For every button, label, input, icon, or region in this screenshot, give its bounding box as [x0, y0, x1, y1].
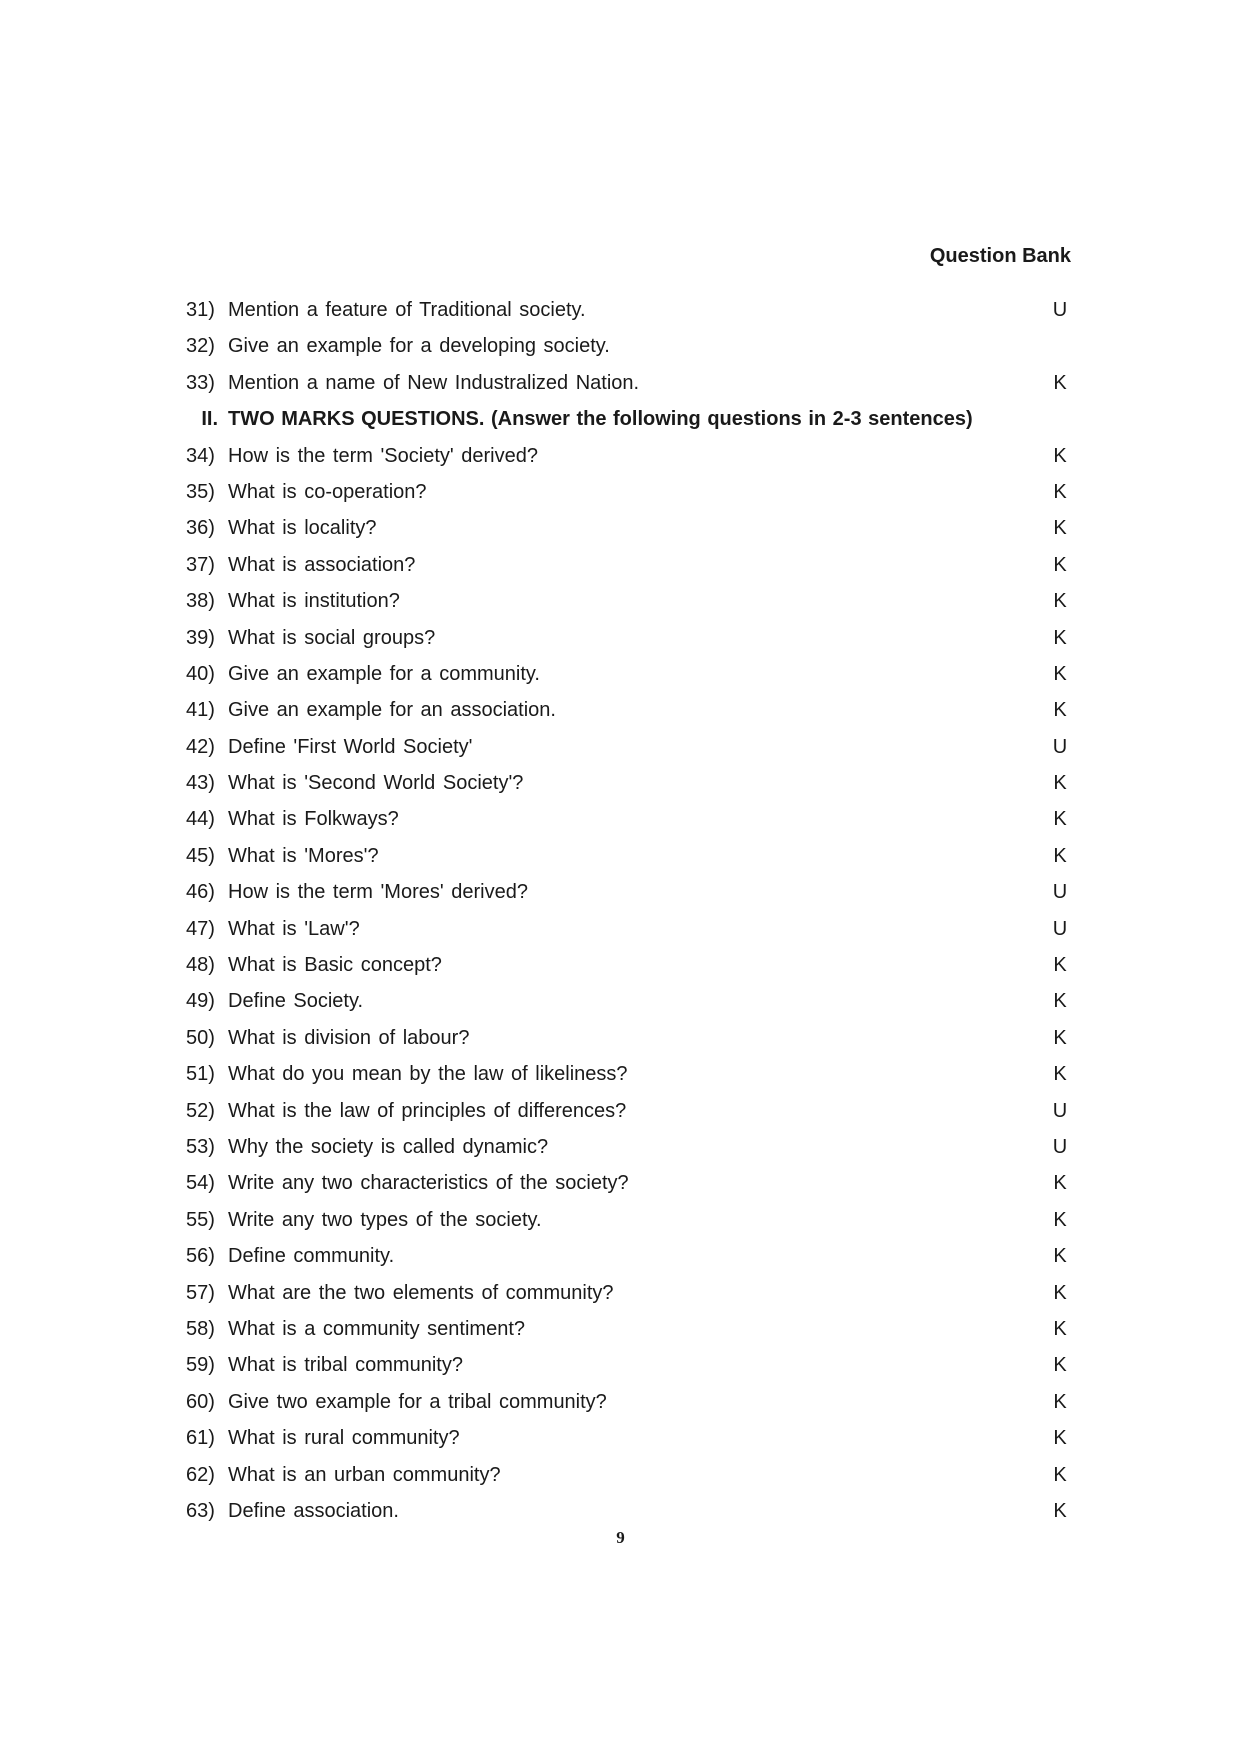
question-row [186, 328, 1071, 364]
question-row [186, 656, 1071, 692]
question-level-tag: K [1053, 480, 1067, 503]
question-level-tag: K [1053, 1427, 1067, 1450]
question-level-tag: K [1053, 1390, 1067, 1413]
question-number: 63) [186, 1499, 215, 1522]
question-text: What is tribal community? [228, 1354, 463, 1377]
question-level-tag: K [1053, 1172, 1067, 1195]
question-number: 31) [186, 299, 215, 321]
question-number: 62) [186, 1463, 215, 1486]
question-row [186, 292, 1071, 328]
question-number: 54) [186, 1172, 215, 1195]
question-level-tag: U [1052, 881, 1068, 904]
question-number: 40) [186, 662, 215, 685]
question-level-tag: U [1052, 299, 1068, 321]
question-level-tag: K [1053, 772, 1067, 795]
question-level-tag: K [1053, 444, 1067, 467]
question-row [186, 1202, 1071, 1238]
question-number: 39) [186, 626, 215, 649]
question-number: 52) [186, 1099, 215, 1122]
question-level-tag: K [1053, 517, 1067, 540]
question-text: Write any two types of the society. [228, 1208, 542, 1231]
question-level-tag: U [1052, 917, 1068, 940]
question-level-tag: K [1053, 1499, 1067, 1522]
question-number: 57) [186, 1281, 215, 1304]
question-row [186, 765, 1071, 801]
question-number: 47) [186, 917, 215, 940]
question-text: How is the term 'Mores' derived? [228, 881, 528, 904]
question-text: What is 'Second World Society'? [228, 772, 524, 795]
question-text: Give an example for a developing society. [228, 335, 610, 358]
question-number: 60) [186, 1390, 215, 1413]
question-text: Write any two characteristics of the society? [228, 1172, 629, 1195]
question-number: 56) [186, 1245, 215, 1268]
question-level-tag: K [1053, 1463, 1067, 1486]
question-level-tag: K [1053, 590, 1067, 613]
question-row [186, 1129, 1071, 1165]
question-row [186, 1093, 1071, 1129]
question-number: 45) [186, 844, 215, 867]
question-text: Define association. [228, 1499, 399, 1522]
question-row [186, 620, 1071, 656]
question-text: Give two example for a tribal community? [228, 1390, 607, 1413]
question-row [186, 547, 1071, 583]
question-row [186, 838, 1071, 874]
question-number: 44) [186, 808, 215, 831]
question-level-tag: K [1053, 662, 1067, 685]
question-number: 59) [186, 1354, 215, 1377]
question-text: What is social groups? [228, 626, 436, 649]
question-text: Define 'First World Society' [228, 735, 473, 758]
question-text: What is 'Law'? [228, 917, 360, 940]
question-row [186, 583, 1071, 619]
question-level-tag: K [1053, 844, 1067, 867]
question-number: 49) [186, 990, 215, 1013]
question-text: What is the law of principles of differences? [228, 1099, 627, 1122]
question-text: What is Folkways? [228, 808, 399, 831]
question-level-tag: K [1053, 1063, 1067, 1086]
question-text: Why the society is called dynamic? [228, 1135, 549, 1158]
question-row [186, 474, 1071, 510]
question-text: What is an urban community? [228, 1463, 501, 1486]
question-text: What is division of labour? [228, 1026, 470, 1049]
question-level-tag: K [1053, 1317, 1067, 1340]
question-row [186, 947, 1071, 983]
question-row [186, 438, 1071, 474]
question-row [186, 1275, 1071, 1311]
section-title: TWO MARKS QUESTIONS. (Answer the following questions in 2-3 sentences) [228, 408, 973, 431]
question-level-tag: K [1053, 1281, 1067, 1304]
question-text: What is rural community? [228, 1427, 460, 1450]
question-number: 33) [186, 371, 215, 394]
question-number: 46) [186, 881, 215, 904]
question-row [186, 1311, 1071, 1347]
question-text: What is co-operation? [228, 480, 427, 503]
question-row [186, 801, 1071, 837]
question-level-tag: U [1052, 735, 1068, 758]
question-row [186, 365, 1071, 401]
question-text: What is locality? [228, 517, 377, 540]
question-number: 50) [186, 1026, 215, 1049]
page-number: 9 [616, 1528, 625, 1547]
question-text: Give an example for a community. [228, 662, 540, 685]
question-number: 38) [186, 590, 215, 613]
question-row [186, 1347, 1071, 1383]
question-list [186, 292, 1071, 1529]
question-number: 53) [186, 1135, 215, 1158]
question-number: 55) [186, 1208, 215, 1231]
question-text: What is institution? [228, 590, 400, 613]
question-text: Give an example for an association. [228, 699, 556, 722]
question-row [186, 729, 1071, 765]
question-number: 42) [186, 735, 215, 758]
question-row [186, 510, 1071, 546]
question-level-tag: K [1053, 553, 1067, 576]
question-text: Mention a feature of Traditional society. [228, 299, 586, 321]
question-row [186, 692, 1071, 728]
question-level-tag: K [1053, 1026, 1067, 1049]
question-level-tag: K [1053, 1208, 1067, 1231]
question-level-tag: U [1052, 1135, 1068, 1158]
question-row [186, 1165, 1071, 1201]
question-row [186, 1384, 1071, 1420]
question-text: What is association? [228, 553, 416, 576]
question-level-tag: K [1053, 1354, 1067, 1377]
question-row [186, 1493, 1071, 1529]
question-text: Define community. [228, 1245, 395, 1268]
question-level-tag: K [1053, 699, 1067, 722]
question-text: How is the term 'Society' derived? [228, 444, 538, 467]
question-number: 61) [186, 1427, 215, 1450]
question-row [186, 1056, 1071, 1092]
question-level-tag: K [1053, 1245, 1067, 1268]
question-row [186, 1020, 1071, 1056]
question-number: 58) [186, 1317, 215, 1340]
question-text: What do you mean by the law of likeliness? [228, 1063, 628, 1086]
question-number: 35) [186, 480, 215, 503]
question-text: Define Society. [228, 990, 364, 1013]
question-row [186, 1238, 1071, 1274]
question-number: 36) [186, 517, 215, 540]
question-text: What is a community sentiment? [228, 1317, 525, 1340]
question-number: 37) [186, 553, 215, 576]
question-text: What is Basic concept? [228, 954, 442, 977]
question-number: 34) [186, 444, 215, 467]
question-number: 43) [186, 772, 215, 795]
question-level-tag: K [1053, 954, 1067, 977]
question-number: 41) [186, 699, 215, 722]
section-heading [186, 401, 1071, 437]
question-row [186, 1420, 1071, 1456]
question-row [186, 983, 1071, 1019]
question-text: What are the two elements of community? [228, 1281, 614, 1304]
question-number: 51) [186, 1063, 215, 1086]
question-level-tag: K [1053, 626, 1067, 649]
question-number: 32) [186, 335, 215, 358]
question-text: What is 'Mores'? [228, 844, 379, 867]
question-level-tag: K [1053, 990, 1067, 1013]
section-number: II. [201, 408, 218, 431]
question-row [186, 874, 1071, 910]
question-level-tag: U [1052, 1099, 1068, 1122]
page-header-title: Question Bank [929, 245, 1071, 267]
question-level-tag: K [1053, 371, 1067, 394]
question-row [186, 911, 1071, 947]
question-level-tag: K [1053, 808, 1067, 831]
question-number: 48) [186, 954, 215, 977]
question-row [186, 1457, 1071, 1493]
question-text: Mention a name of New Industralized Nation. [228, 371, 640, 394]
